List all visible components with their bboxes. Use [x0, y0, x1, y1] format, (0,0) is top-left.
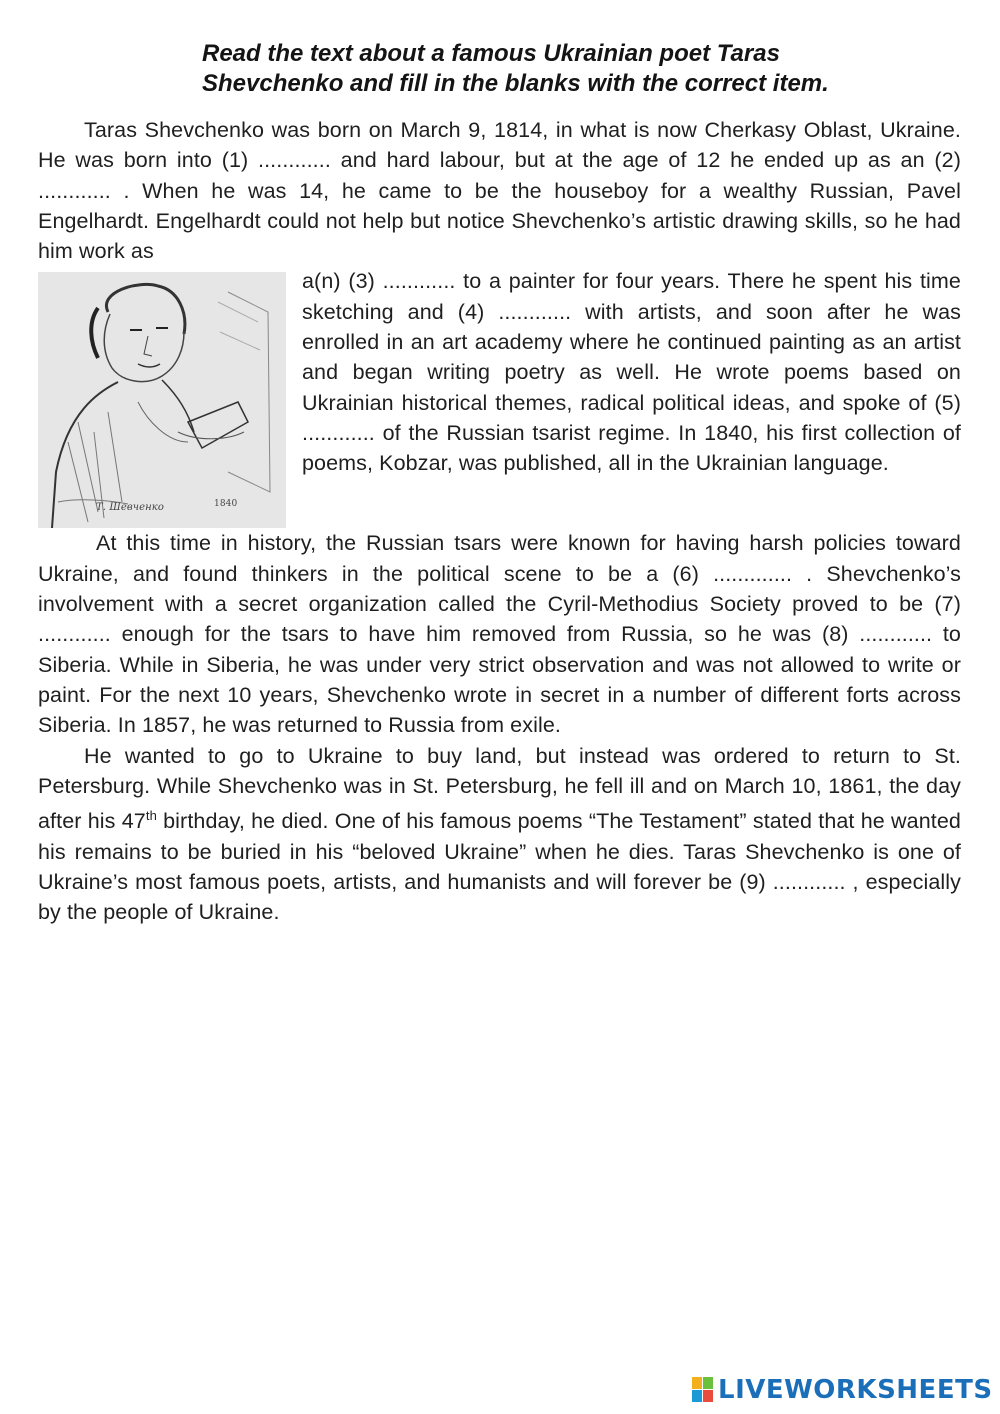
title-line-1: Read the text about a famous Ukrainian poet Taras [202, 40, 780, 67]
liveworksheets-brand [692, 1376, 993, 1404]
portrait-sketch-drawing [38, 272, 286, 528]
portrait-signature: Т. Шевченко [96, 502, 164, 514]
paragraph-1-intro: Taras Shevchenko was born on March 9, 1814, in what is now Cherkasy Oblast, Ukraine. He was born into (1) ............ and hard labour, but at the age of 12 he ended up as an (2) ............ . When he was 14, he came to be the houseboy for a wealthy Russian, Pavel Engelhardt. Engelhardt could not help but notice Shevchenko’s artistic drawing skills, so he had him work as [38, 118, 961, 264]
paragraph-2: At this time in history, the Russian tsars were known for having harsh policies toward Ukraine, and found thinkers in the political scene to be a (6) ............. . Shevchenko’s involvement with a secret organization called the Cyril-Methodius Society proved to be (7) ............ enough for the tsars to have him removed from Russia, so he was (8) ............ to Siberia. While in Siberia, he was under very strict observation and was not allowed to write or paint. For the next 10 years, Shevchenko wrote in secret in a number of different forts across Siberia. In 1857, he was returned to Russia from exile. [38, 531, 961, 738]
liveworksheets-logo-text: LIVEWORKSHEETS [718, 1375, 993, 1405]
reading-text [38, 115, 961, 928]
paragraph-1-wrapped: a(n) (3) ............ to a painter for four years. There he spent his time sketching and (4) ............ with artists, and soon after he was enrolled in an art academy where he continued painting as an artist and began writing poetry as well. He wrote poems based on Ukrainian historical themes, radical political ideas, and spoke of (5) ............ of the Russian tsarist regime. In 1840, his first collection of poems, Kobzar, was published, all in the Ukrainian language. [302, 269, 961, 476]
paragraph-3-part-1: He wanted to go to Ukraine to buy land, but instead was ordered to return to St. Petersburg. While Shevchenko was in St. Petersburg, he fell ill and on March 10, 1861, the day after his 47 [38, 743, 961, 834]
portrait-sketch-image [38, 272, 286, 528]
paragraph-3 [38, 741, 961, 928]
liveworksheets-logo-icon [692, 1377, 714, 1403]
title-line-2: Shevchenko and fill in the blanks with the correct item. [202, 70, 829, 97]
ordinal-suffix: th [145, 808, 157, 824]
paragraph-3-part-2: birthday, he died. One of his famous poems “The Testament” stated that he wanted his remains to be buried in his “beloved Ukraine” when he dies. Taras Shevchenko is one of Ukraine’s most famous poets, artists, and humanists and will forever be (9) ............ , especially by the people of Ukraine. [38, 809, 961, 925]
worksheet-title [202, 39, 962, 99]
portrait-year: 1840 [214, 499, 238, 510]
